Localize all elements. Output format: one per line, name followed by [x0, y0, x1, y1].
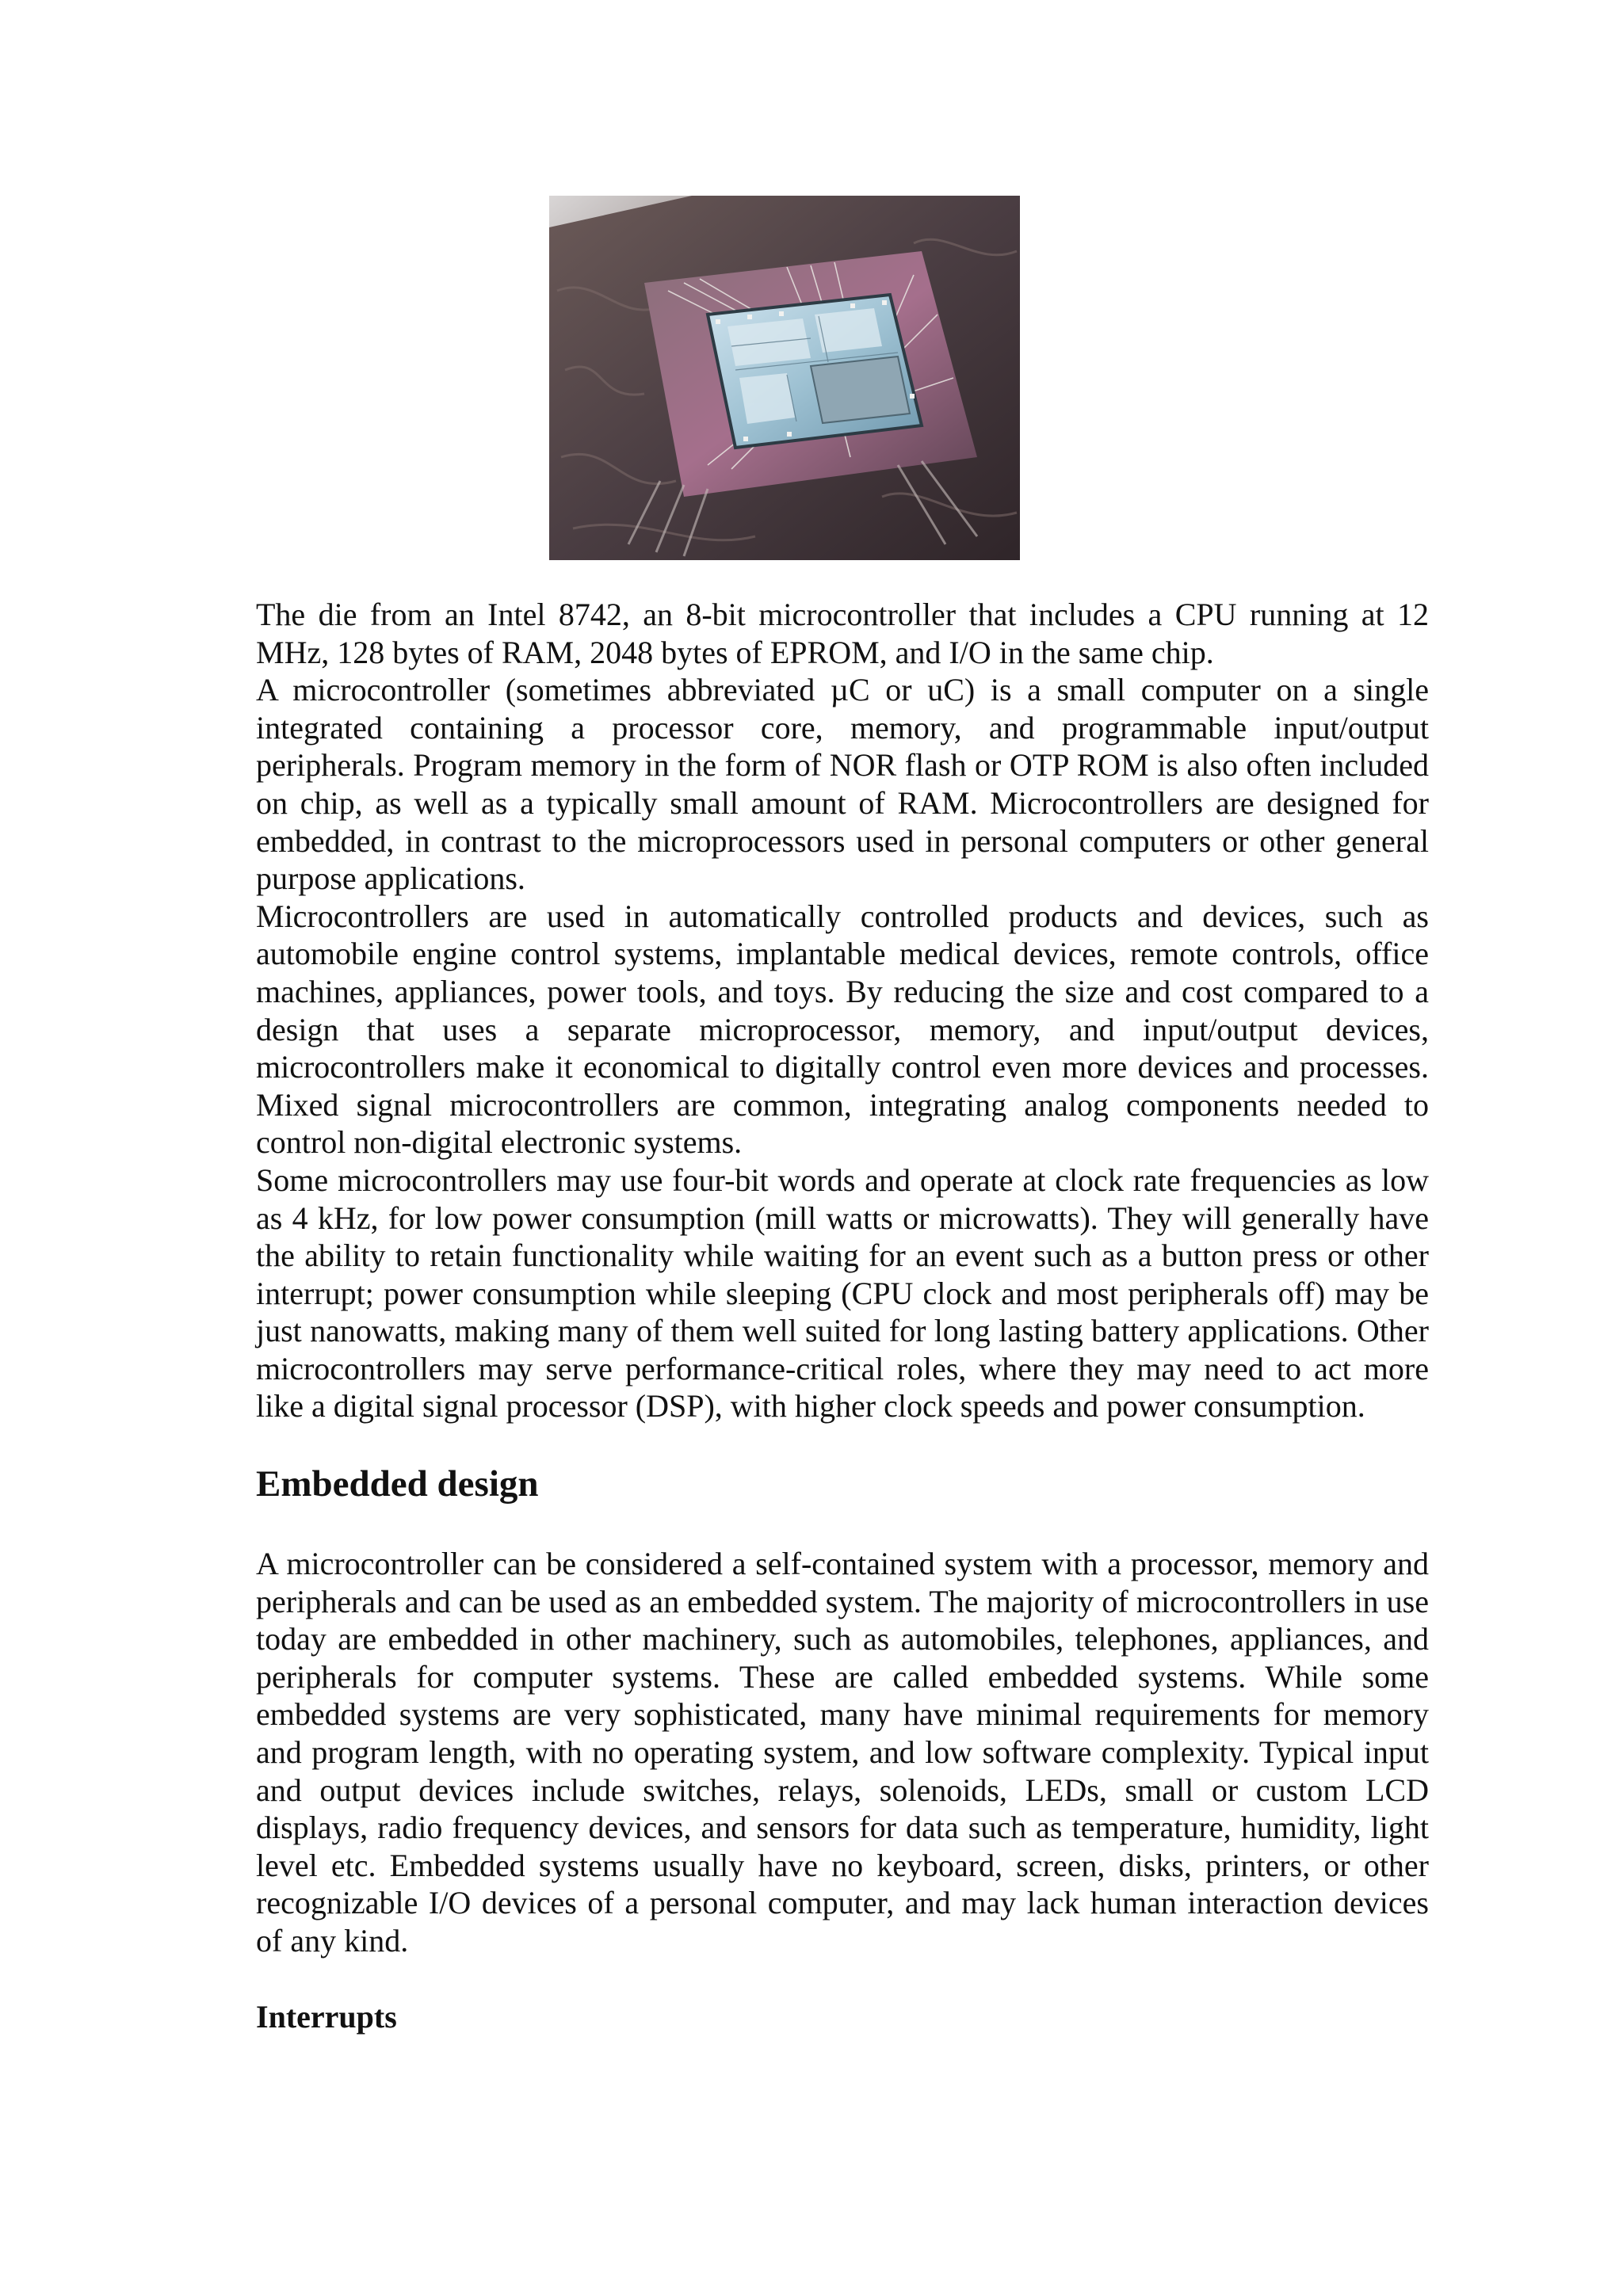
intro-paragraph: A microcontroller (sometimes abbreviated µC or uC) is a small computer on a single integrated containing a processor core, memory, and programmable input/output peripherals. Program memory in the form of NOR flash or OTP ROM is also often included on chip, as well as a typically small amount of RAM. Microcontrollers are designed for embedded, in contrast to the microprocessors used in personal computers or other general purpose applications. — [256, 672, 1429, 897]
interrupts-heading: Interrupts — [256, 1998, 397, 2035]
microcontroller-die-image — [549, 196, 1020, 560]
uses-paragraph: Microcontrollers are used in automatically controlled products and devices, such as automobile engine control systems, implantable medical devices, remote controls, office machines, appliances, power tools, and toys. By reducing the size and cost compared to a design that uses a separate microprocessor, memory, and input/output devices, microcontrollers make it economical to digitally control even more devices and processes. Mixed signal microcontrollers are common, integrating analog components needed to control non-digital electronic systems. — [256, 898, 1429, 1161]
microcontroller-die-photo — [549, 196, 1020, 560]
image-caption-paragraph: The die from an Intel 8742, an 8-bit microcontroller that includes a CPU running at 12 MHz, 128 bytes of RAM, 2048 bytes of EPROM, and I/O in the same chip. — [256, 597, 1429, 670]
power-paragraph: Some microcontrollers may use four-bit words and operate at clock rate frequencies as low as 4 kHz, for low power consumption (mill watts or microwatts). They will generally have the ability to retain functionality while waiting for an event such as a button press or other interrupt; power consumption while sleeping (CPU clock and most peripherals off) may be just nanowatts, making many of them well suited for long lasting battery applications. Other microcontrollers may serve performance-critical roles, where they may need to act more like a digital signal processor (DSP), with higher clock speeds and power consumption. — [256, 1161, 1429, 1425]
article-body — [256, 596, 1429, 2035]
embedded-design-paragraph: A microcontroller can be considered a self-contained system with a processor, memory and peripherals and can be used as an embedded system. The majority of microcontrollers in use today are embedded in other machinery, such as automobiles, telephones, appliances, and peripherals for computer systems. These are called embedded systems. While some embedded systems are very sophisticated, many have minimal requirements for memory and program length, with no operating system, and low software complexity. Typical input and output devices include switches, relays, solenoids, LEDs, small or custom LCD displays, radio frequency devices, and sensors for data such as temperature, humidity, light level etc. Embedded systems usually have no keyboard, screen, disks, printers, or other recognizable I/O devices of a personal computer, and may lack human interaction devices of any kind. — [256, 1546, 1429, 1958]
embedded-design-heading: Embedded design — [256, 1463, 539, 1505]
